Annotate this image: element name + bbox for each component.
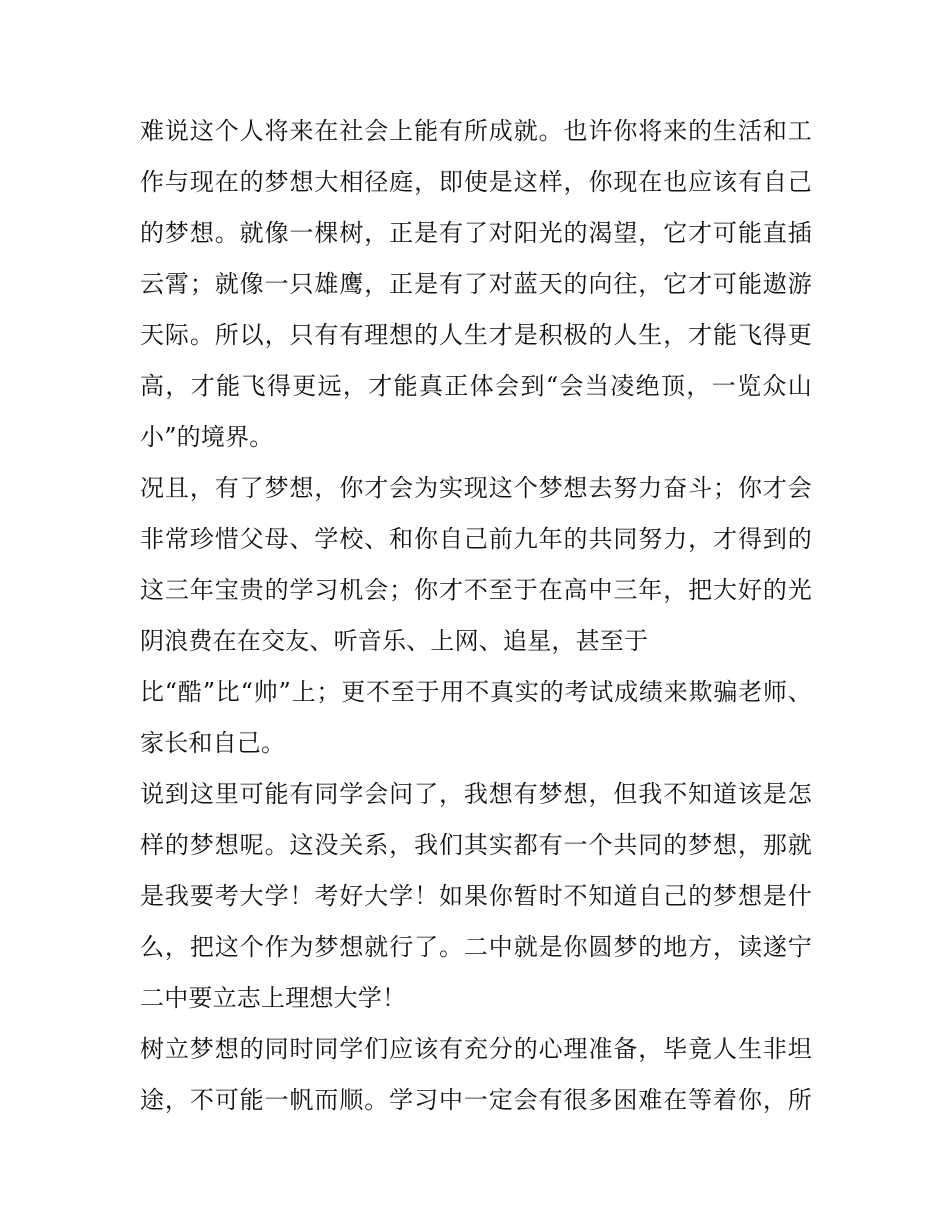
text-line-15: 样的梦想呢。这没关系，我们其实都有一个共同的梦想，那就 [140, 831, 812, 859]
text-line-9: 非常珍惜父母、学校、和你自己前九年的共同努力，才得到的 [140, 525, 812, 553]
text-line-16: 是我要考大学！考好大学！如果你暂时不知道自己的梦想是什 [140, 882, 812, 910]
document-body [140, 106, 812, 1126]
text-line-5: 天际。所以，只有有理想的人生才是积极的人生，才能飞得更 [140, 321, 812, 349]
text-line-11: 阴浪费在在交友、听音乐、上网、追星，甚至于 [140, 627, 649, 655]
text-line-20: 途，不可能一帆而顺。学习中一定会有很多困难在等着你，所 [140, 1086, 812, 1114]
text-line-1: 难说这个人将来在社会上能有所成就。也许你将来的生活和工 [140, 117, 812, 145]
text-line-3: 的梦想。就像一棵树，正是有了对阳光的渴望，它才可能直插 [140, 219, 812, 247]
text-line-12: 比“酷”比“帅”上；更不至于用不真实的考试成绩来欺骗老师、 [140, 678, 812, 706]
text-line-6: 高，才能飞得更远，才能真正体会到“会当凌绝顶，一览众山 [140, 372, 812, 400]
text-line-19: 树立梦想的同时同学们应该有充分的心理准备，毕竟人生非坦 [140, 1035, 812, 1063]
text-line-17: 么，把这个作为梦想就行了。二中就是你圆梦的地方，读遂宁 [140, 933, 812, 961]
text-line-13: 家长和自己。 [140, 729, 286, 757]
text-line-4: 云霄；就像一只雄鹰，正是有了对蓝天的向往，它才可能遨游 [140, 270, 812, 298]
text-line-18: 二中要立志上理想大学！ [140, 984, 407, 1012]
text-line-14: 说到这里可能有同学会问了，我想有梦想，但我不知道该是怎 [140, 780, 812, 808]
text-line-8: 况且，有了梦想，你才会为实现这个梦想去努力奋斗；你才会 [140, 474, 812, 502]
text-line-10: 这三年宝贵的学习机会；你才不至于在高中三年，把大好的光 [140, 576, 812, 604]
text-line-7: 小”的境界。 [140, 423, 274, 451]
text-line-2: 作与现在的梦想大相径庭，即使是这样，你现在也应该有自己 [140, 168, 812, 196]
